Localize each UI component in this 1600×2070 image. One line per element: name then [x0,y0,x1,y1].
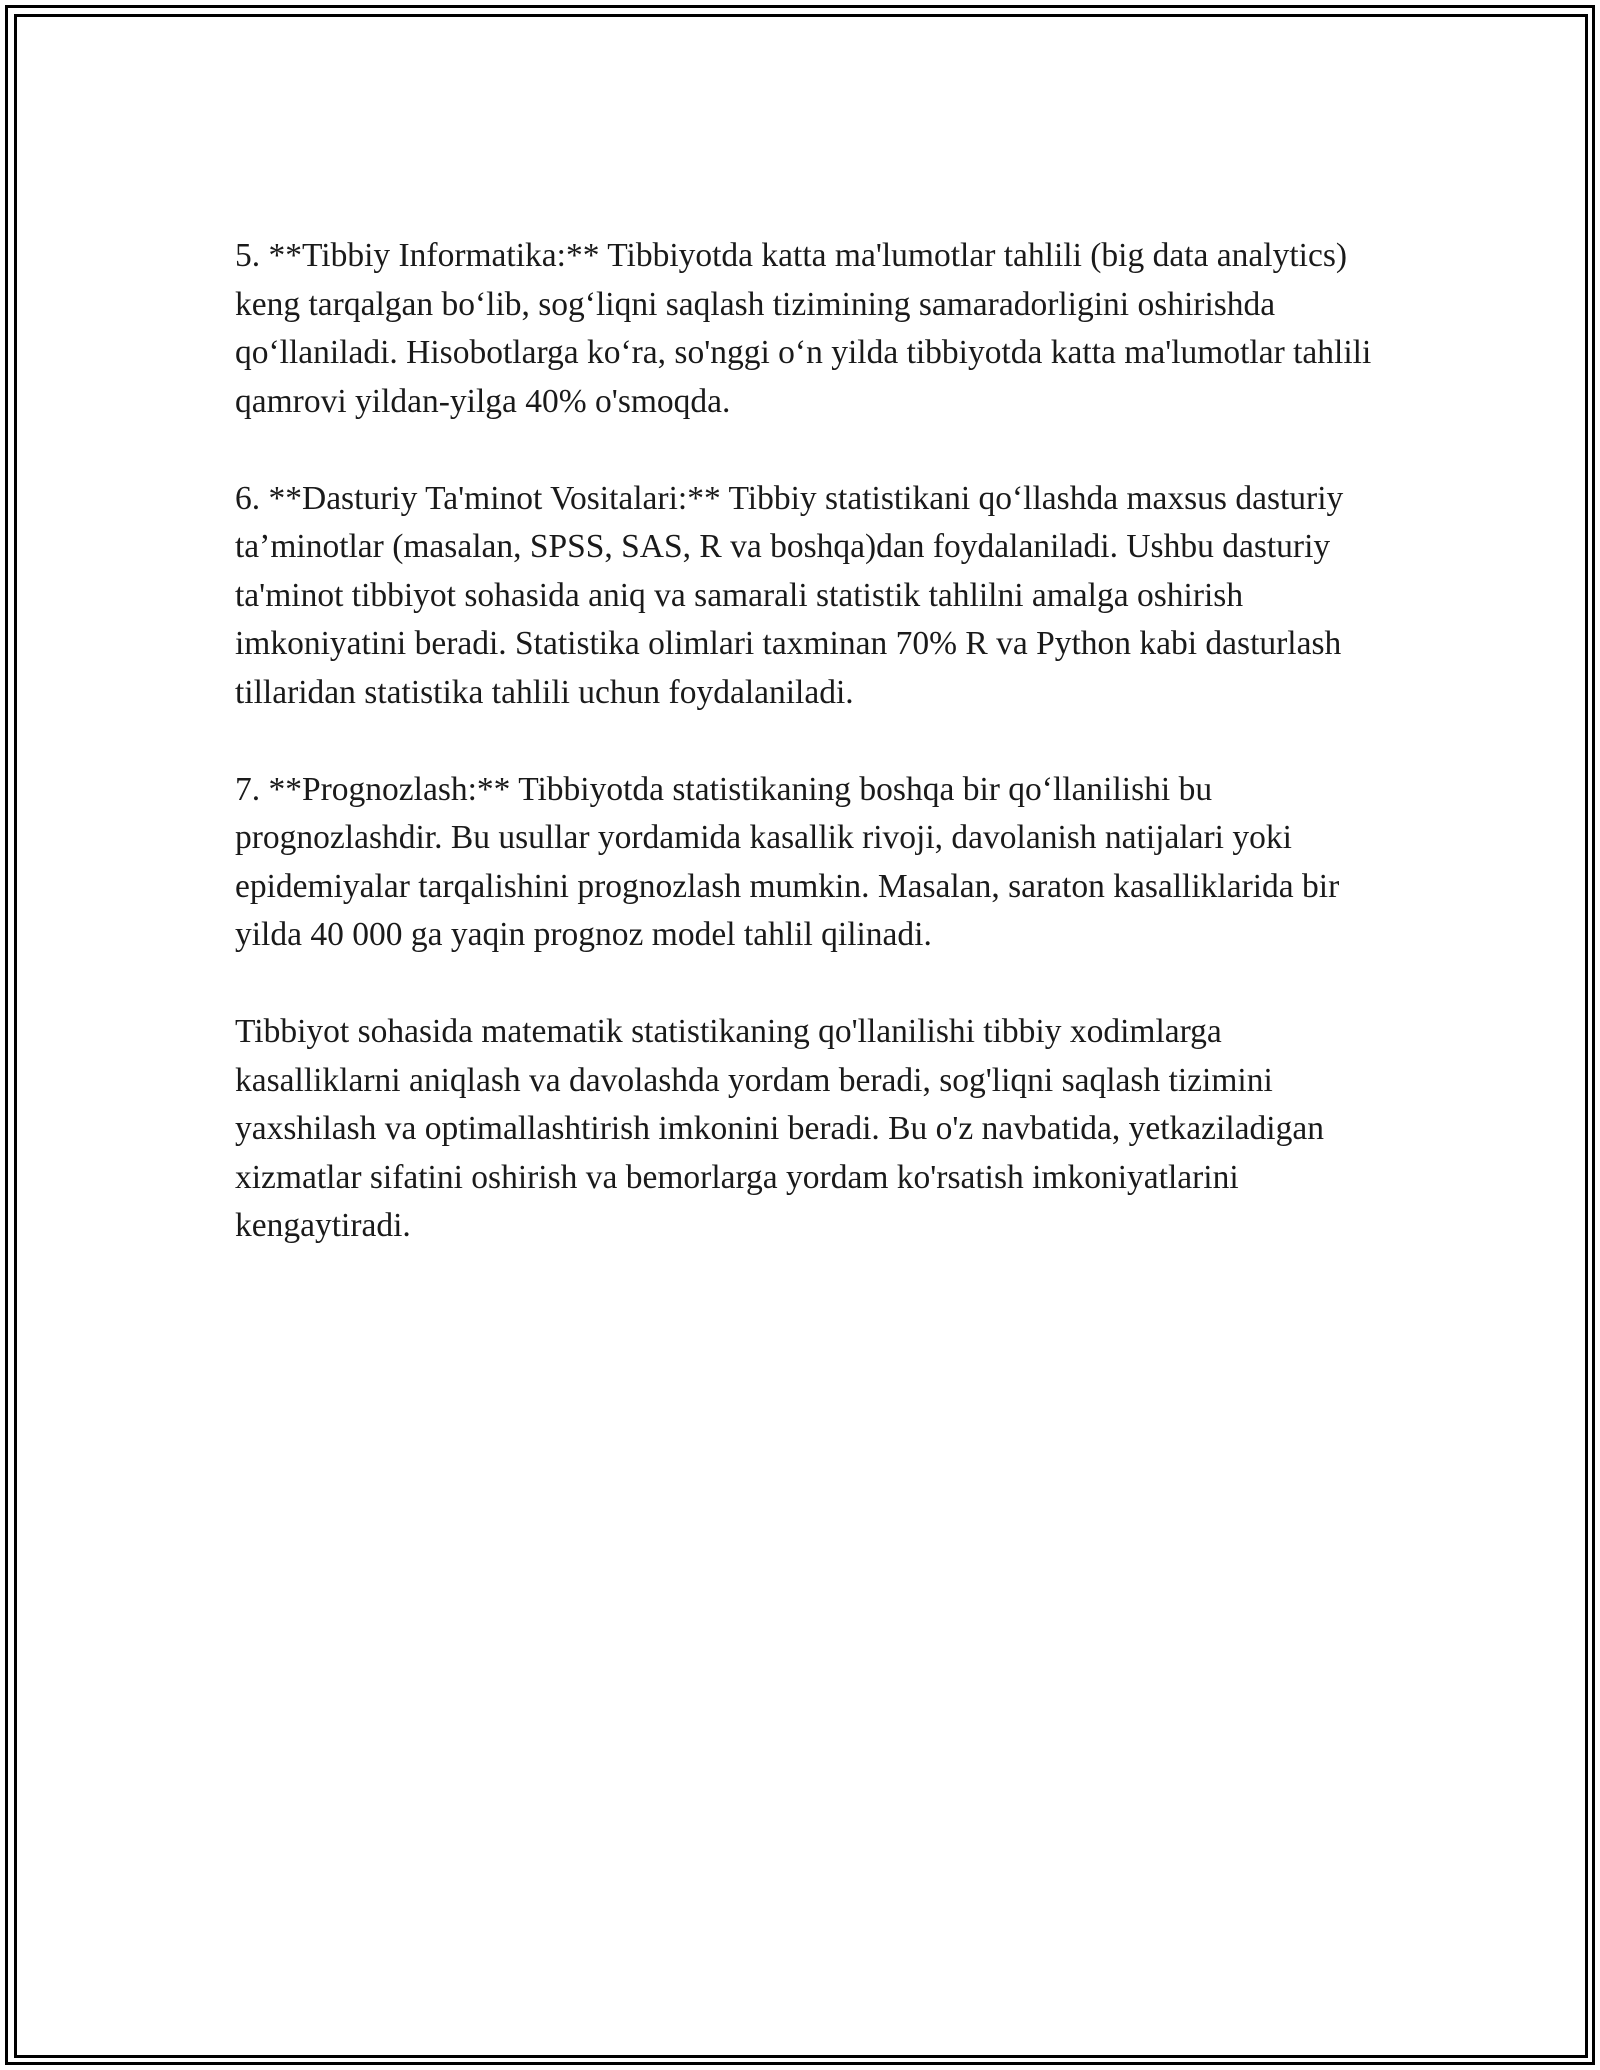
paragraph-tibbiy-informatika: 5. **Tibbiy Informatika:** Tibbiyotda katta ma'lumotlar tahlili (big data analytics) keng tarqalgan bo‘lib, sog‘liqni saqlash tizimining samaradorligini oshirishda qo‘llaniladi. Hisobotlarga ko‘ra, so'nggi o‘n yilda tibbiyotda katta ma'lumotlar tahlili qamrovi yildan-yilga 40% o'smoqda. [235,237,1372,420]
paragraph-conclusion: Tibbiyot sohasida matematik statistikaning qo'llanilishi tibbiy xodimlarga kasalliklarni aniqlash va davolashda yordam beradi, sog'liqni saqlash tizimini yaxshilash va optimallashtirish imkonini beradi. Bu o'z navbatida, yetkaziladigan xizmatlar sifatini oshirish va bemorlarga yordam ko'rsatish imkoniyatlarini kengaytiradi. [235,1013,1324,1244]
paragraph-prognozlash: 7. **Prognozlash:** Tibbiyotda statistikaning boshqa bir qo‘llanilishi bu prognozlashdir. Bu usullar yordamida kasallik rivoji, davolanish natijalari yoki epidemiyalar tarqalishini prognozlash mumkin. Masalan, saraton kasalliklarida bir yilda 40 000 ga yaqin prognoz model tahlil qilinadi. [235,770,1340,953]
document-body [235,232,1385,1251]
paragraph-dasturiy-taminot: 6. **Dasturiy Ta'minot Vositalari:** Tibbiy statistikani qo‘llashda maxsus dasturiy ta’minotlar (masalan, SPSS, SAS, R va boshqa)dan foydalaniladi. Ushbu dasturiy ta'minot tibbiyot sohasida aniq va samarali statistik tahlilni amalga oshirish imkoniyatini beradi. Statistika olimlari taxminan 70% R va Python kabi dasturlash tillaridan statistika tahlili uchun foydalaniladi. [235,479,1344,711]
